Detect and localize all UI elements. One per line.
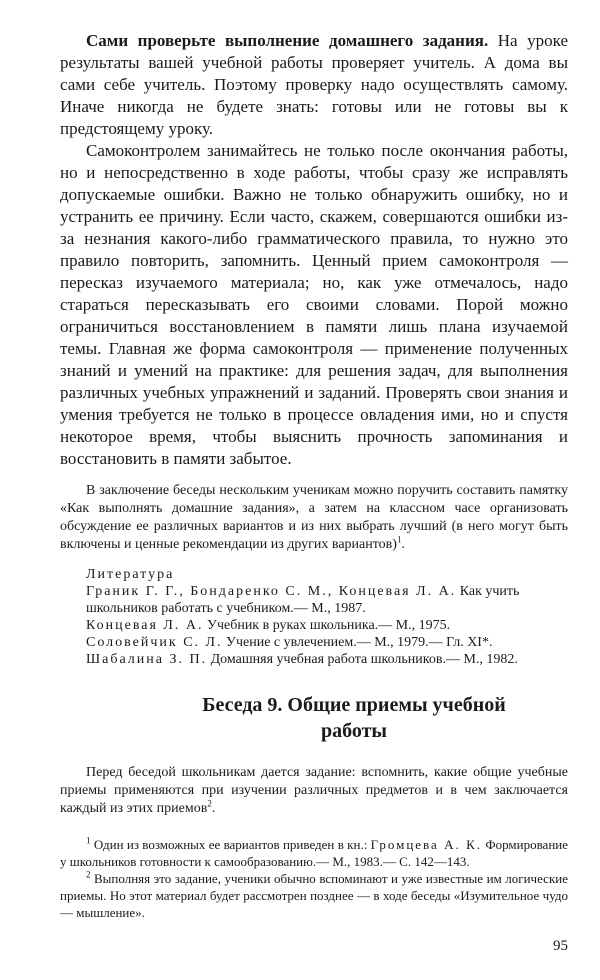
page-number: 95 xyxy=(553,938,568,954)
literature-author: Концевая Л. А. xyxy=(86,618,204,633)
footnote-text: Выполняя это задание, ученики обычно вспоминают и уже известные им логические приемы. Но этот материал будет рассмотрен позднее — в ходе беседы «Изумительное чудо — мышление». xyxy=(60,871,568,920)
paragraph-conclusion xyxy=(60,482,568,554)
footnote-text: Один из возможных ее вариантов приведен в кн.: xyxy=(90,837,371,852)
paragraph-text: В заключение беседы нескольким ученикам можно поручить составить памятку «Как выполнять домашние задания», а затем на классном часе организовать обсуждение ее различных вариантов и из них выбрать лучший (в него могут быть включены и ценные рекомендации из других вариантов) xyxy=(60,483,568,552)
paragraph-text: Перед беседой школьникам дается задание: вспомнить, какие общие учебные приемы применяются при изучении различных предметов и в чем заключается каждый из этих приемов xyxy=(60,765,568,816)
literature-author: Шабалина З. П. xyxy=(86,652,208,667)
section-title xyxy=(60,692,568,744)
paragraph-text: На уроке результаты вашей учебной работы проверяет учитель. А дома вы сами себе учитель. Поэтому проверку надо осуществлять самому. Иначе никогда не будете знать: готовы или не готовы вы к предстоящему уроку. xyxy=(60,31,568,138)
literature-title: Учебник в руках школьника.— М., 1975. xyxy=(203,618,451,633)
literature-item xyxy=(60,617,568,634)
section-intro xyxy=(60,764,568,818)
paragraph-bold-lead: Сами проверьте выполнение домашнего задания. xyxy=(86,31,489,50)
literature-title: Учение с увлечением.— М., 1979.— Гл. XI*. xyxy=(222,635,493,650)
footnote-text: Формирование у школьников готовности к самообразованию.— М., 1983.— С. 142—143. xyxy=(60,837,569,869)
literature-item xyxy=(60,583,568,617)
literature-author: Соловейчик С. Л. xyxy=(86,635,223,650)
literature-item xyxy=(60,634,568,651)
literature-item xyxy=(60,651,568,668)
paragraph-homework-check xyxy=(60,30,568,140)
footnote xyxy=(60,870,568,921)
paragraph-self-control: Самоконтролем занимайтесь не только после окончания работы, но и непосредственно в ходе работы, чтобы сразу же исправлять допускаемые ошибки. Важно не только обнаружить ошибку, но и устранить ее причину. Если часто, скажем, совершаются ошибки из-за незнания какого-либо грамматического правила, то нужно это правило повторить, запомнить. Ценный прием самоконтроля — пересказ изучаемого материала; но, как уже отмечалось, надо стараться пересказывать его своими словами. Порой можно ограничиться восстановлением в памяти лишь плана изучаемой темы. Главная же форма самоконтроля — применение полученных знаний и умений на практике: для решения задач, для выполнения различных учебных упражнений и заданий. Проверять свои знания и умения требуется не только в процессе овладения ими, но и спустя некоторое время, чтобы выяснить прочность запоминания и восстановить в памяти забытое. xyxy=(60,141,568,468)
footnote-mark: 2 xyxy=(86,869,91,880)
literature-author: Граник Г. Г., Бондаренко С. М., Концевая Л. А. xyxy=(86,584,457,599)
paragraph-end: . xyxy=(401,537,405,552)
literature-section xyxy=(60,566,568,668)
footnote-author: Громцева А. К. xyxy=(370,837,482,852)
section-title-line: работы xyxy=(320,720,388,742)
footnote-ref: 2 xyxy=(207,798,212,809)
footnotes xyxy=(60,836,568,921)
paragraph-end: . xyxy=(211,801,216,816)
footnote xyxy=(60,836,568,870)
footnote-mark: 1 xyxy=(86,835,91,846)
section-title-line: Беседа 9. Общие приемы учебной xyxy=(202,694,506,716)
literature-heading: Литература xyxy=(86,567,175,582)
literature-title: Домашняя учебная работа школьников.— М., 1982. xyxy=(207,652,518,667)
literature-title: Как учить школьников работать с учебником.— М., 1987. xyxy=(86,584,520,616)
footnote-ref: 1 xyxy=(396,534,402,545)
